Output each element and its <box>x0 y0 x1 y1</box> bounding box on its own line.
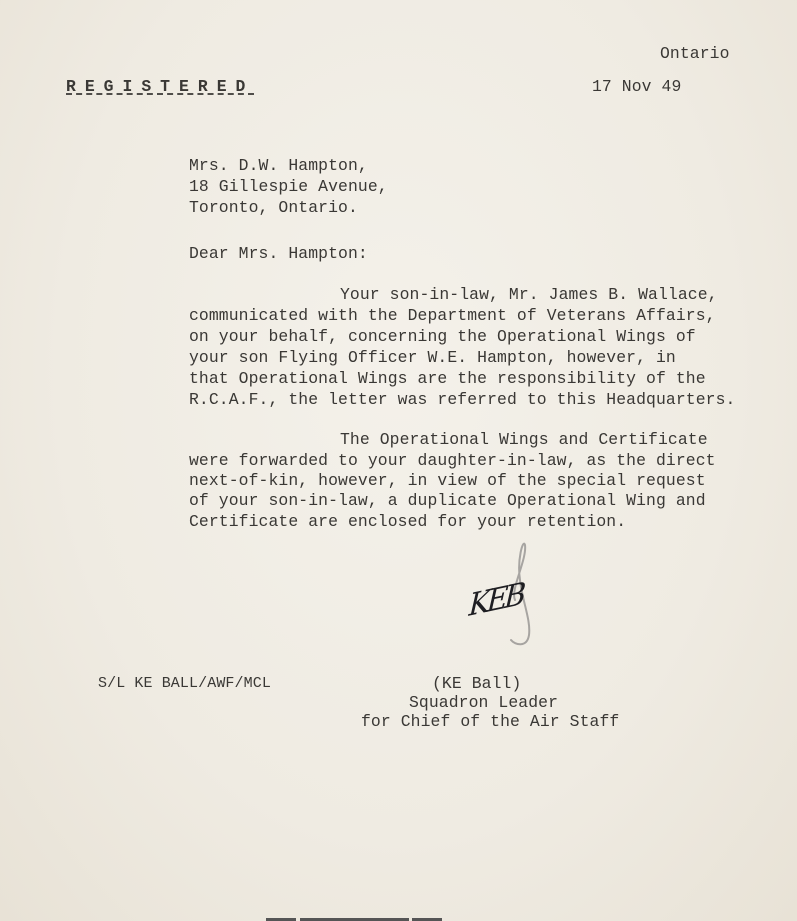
text-line: Certificate are enclosed for your retention. <box>189 512 627 531</box>
text-line: The Operational Wings and Certificate <box>340 430 708 449</box>
signatory-title: for Chief of the Air Staff <box>361 712 620 731</box>
registered-heading: REGISTERED <box>66 77 255 96</box>
letter-date: 17 Nov 49 <box>592 77 682 96</box>
signatory-rank: Squadron Leader <box>409 693 559 712</box>
text-line: that Operational Wings are the responsibility of the <box>189 369 706 388</box>
address-line: Mrs. D.W. Hampton, <box>189 156 368 175</box>
text-line: on your behalf, concerning the Operational Wings of <box>189 327 696 346</box>
address-line: Toronto, Ontario. <box>189 198 358 217</box>
text-line: were forwarded to your daughter-in-law, as the direct <box>189 451 716 470</box>
handwritten-signature: KEB <box>468 576 524 624</box>
text-line: of your son-in-law, a duplicate Operational Wing and <box>189 491 706 510</box>
signatory-name: (KE Ball) <box>432 674 522 693</box>
text-line: Your son-in-law, Mr. James B. Wallace, <box>340 285 718 304</box>
location: Ontario <box>660 44 730 63</box>
reference-code: S/L KE BALL/AWF/MCL <box>98 675 271 692</box>
text-line: R.C.A.F., the letter was referred to this Headquarters. <box>189 390 736 409</box>
text-line: communicated with the Department of Veterans Affairs, <box>189 306 716 325</box>
address-line: 18 Gillespie Avenue, <box>189 177 388 196</box>
salutation: Dear Mrs. Hampton: <box>189 244 368 263</box>
text-line: your son Flying Officer W.E. Hampton, however, in <box>189 348 676 367</box>
text-line: next-of-kin, however, in view of the special request <box>189 471 706 490</box>
